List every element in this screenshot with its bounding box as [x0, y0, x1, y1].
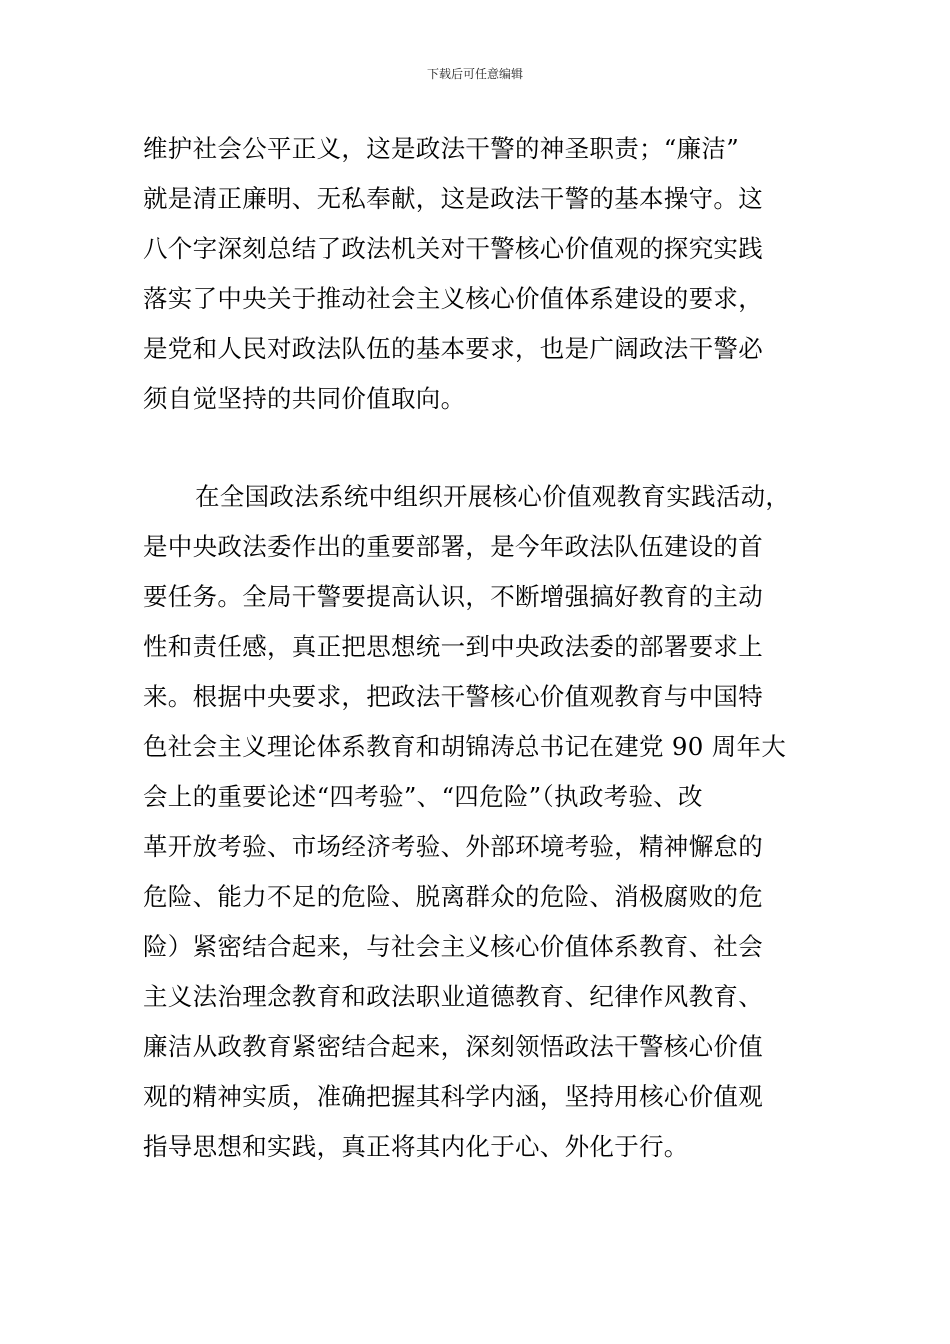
page-header: 下载后可任意编辑 — [426, 67, 523, 81]
paragraph-line: 就是清正廉明、无私奉献，这是政法干警的基本操守。这 — [143, 184, 763, 213]
paragraph-line: 廉洁从政教育紧密结合起来，深刻领悟政法干警核心价值 — [143, 1032, 763, 1061]
paragraph-line: 八个字深刻总结了政法机关对干警核心价值观的探究实践 — [143, 234, 763, 263]
paragraph-line: 是党和人民对政法队伍的基本要求，也是广阔政法干警必 — [143, 334, 763, 363]
paragraph-2 — [143, 472, 823, 1172]
paragraph-line: 须自觉坚持的共同价值取向。 — [143, 384, 466, 413]
paragraph-line: 是中央政法委作出的重要部署，是今年政法队伍建设的首 — [143, 532, 763, 561]
paragraph-line: 观的精神实质，准确把握其科学内涵，坚持用核心价值观 — [143, 1082, 763, 1111]
paragraph-line: 主义法治理念教育和政法职业道德教育、纪律作风教育、 — [143, 982, 763, 1011]
paragraph-line: 会上的重要论述“四考验”、“四危险”（执政考验、改 — [143, 782, 703, 811]
paragraph-line: 要任务。全局干警要提高认识，不断增强搞好教育的主动 — [143, 582, 763, 611]
paragraph-line: 指导思想和实践，真正将其内化于心、外化于行。 — [143, 1132, 689, 1161]
paragraph-line: 色社会主义理论体系教育和胡锦涛总书记在建党 90 周年大 — [143, 732, 787, 761]
paragraph-line: 危险、能力不足的危险、脱离群众的危险、消极腐败的危 — [143, 882, 763, 911]
paragraph-line: 来。根据中央要求，把政法干警核心价值观教育与中国特 — [143, 682, 763, 711]
paragraph-line: 维护社会公平正义，这是政法干警的神圣职责；“廉洁” — [143, 134, 740, 163]
paragraph-line: 在全国政法系统中组织开展核心价值观教育实践活动， — [195, 482, 791, 511]
paragraph-line: 落实了中央关于推动社会主义核心价值体系建设的要求， — [143, 284, 763, 313]
paragraph-line: 革开放考验、市场经济考验、外部环境考验，精神懈怠的 — [143, 832, 763, 861]
paragraph-line: 险）紧密结合起来，与社会主义核心价值体系教育、社会 — [143, 932, 763, 961]
paragraph-1 — [143, 124, 823, 424]
paragraph-line: 性和责任感，真正把思想统一到中央政法委的部署要求上 — [143, 632, 763, 661]
